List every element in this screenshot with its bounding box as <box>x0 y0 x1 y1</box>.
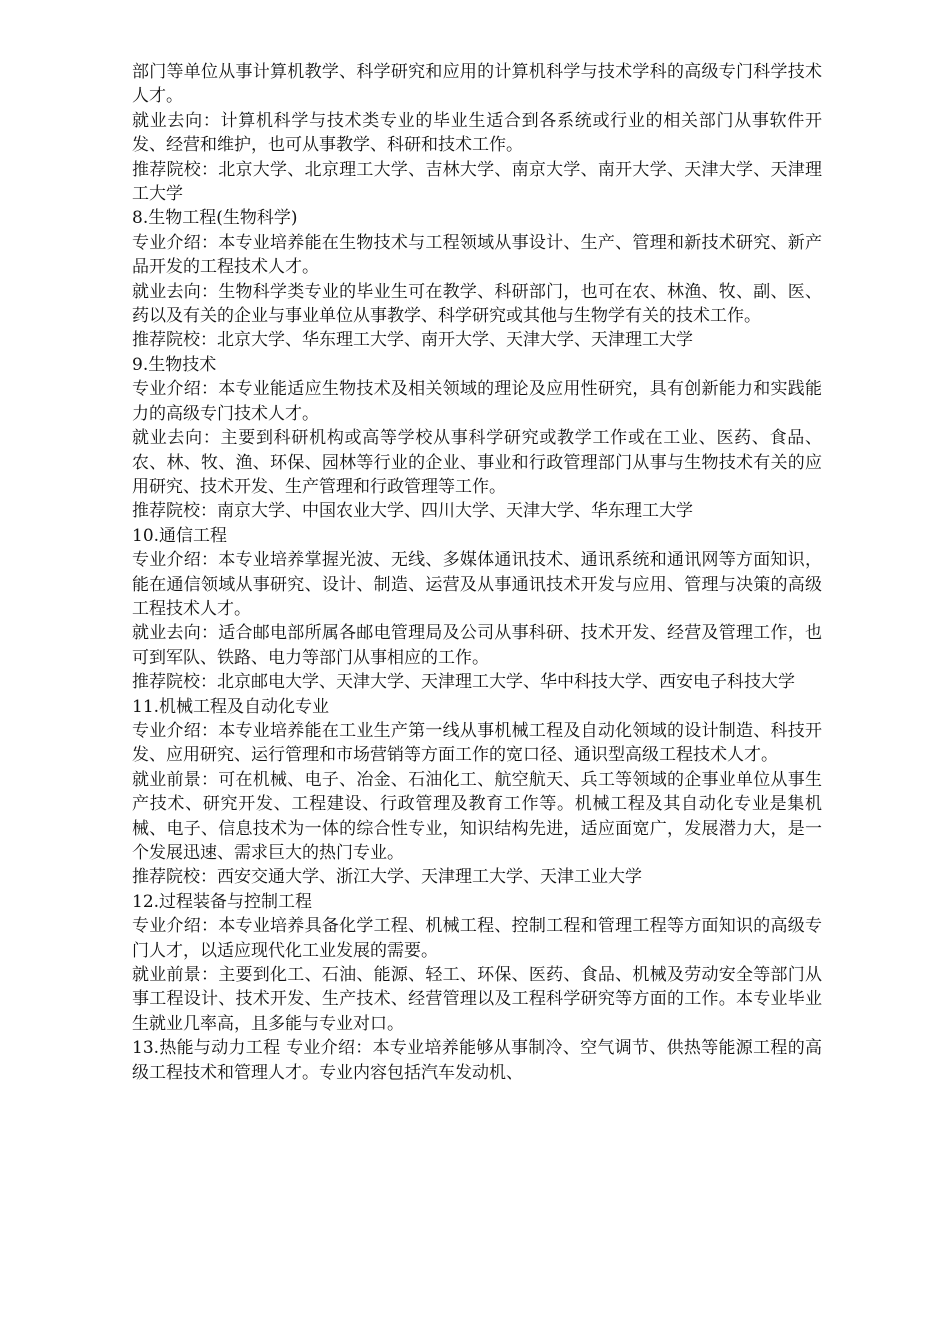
paragraph-cs-intro-tail: 部门等单位从事计算机教学、科学研究和应用的计算机科学与技术学科的高级专门科学技术人才。 <box>132 62 822 107</box>
paragraph-cs-schools: 推荐院校：北京大学、北京理工大学、吉林大学、南京大学、南开大学、天津大学、天津理工大学 <box>132 159 822 205</box>
paragraph-bioengineering-career: 就业去向：生物科学类专业的毕业生可在教学、科研部门，也可在农、林渔、牧、副、医、药以及有关的企业与事业单位从事教学、科学研究或其他与生物学有关的技术工作。 <box>132 281 822 327</box>
paragraph-biotechnology-intro: 专业介绍：本专业能适应生物技术及相关领域的理论及应用性研究，具有创新能力和实践能力的高级专门技术人才。 <box>132 379 822 424</box>
paragraph-communication-schools: 推荐院校：北京邮电大学、天津大学、天津理工大学、华中科技大学、西安电子科技大学 <box>132 672 795 693</box>
section-heading-process-equipment: 12.过程装备与控制工程 <box>132 891 313 912</box>
paragraph-thermal-power: 13.热能与动力工程 专业介绍：本专业培养能够从事制冷、空气调节、供热等能源工程的高级工程技术和管理人才。专业内容包括汽车发动机、 <box>132 1038 822 1083</box>
paragraph-biotechnology-career: 就业去向：主要到科研机构或高等学校从事科学研究或教学工作或在工业、医药、食品、农、林、牧、渔、环保、园林等行业的企业、事业和行政管理部门从事与生物技术有关的应用研究、技术开发、生产管理和行政管理等工作。 <box>132 428 822 497</box>
paragraph-process-equipment-intro: 专业介绍：本专业培养具备化学工程、机械工程、控制工程和管理工程等方面知识的高级专门人才，以适应现代化工业发展的需要。 <box>132 916 822 961</box>
paragraph-mechanical-prospects: 就业前景：可在机械、电子、冶金、石油化工、航空航天、兵工等领域的企事业单位从事生产技术、研究开发、工程建设、行政管理及教育工作等。机械工程及其自动化专业是集机械、电子、信息技术为一体的综合性专业，知识结构先进，适应面宽广，发展潜力大，是一个发展迅速、需求巨大的热门专业。 <box>132 769 822 863</box>
section-heading-mechanical: 11.机械工程及自动化专业 <box>132 696 330 717</box>
section-heading-communication: 10.通信工程 <box>132 525 228 546</box>
section-heading-biotechnology: 9.生物技术 <box>132 354 217 375</box>
paragraph-communication-career: 就业去向：适合邮电部所属各邮电管理局及公司从事科研、技术开发、经营及管理工作，也可到军队、铁路、电力等部门从事相应的工作。 <box>132 623 822 668</box>
paragraph-mechanical-schools: 推荐院校：西安交通大学、浙江大学、天津理工大学、天津工业大学 <box>132 867 642 888</box>
paragraph-bioengineering-intro: 专业介绍：本专业培养能在生物技术与工程领域从事设计、生产、管理和新技术研究、新产品开发的工程技术人才。 <box>132 232 822 278</box>
paragraph-process-equipment-prospects: 就业前景：主要到化工、石油、能源、轻工、环保、医药、食品、机械及劳动安全等部门从事工程设计、技术开发、生产技术、经营管理以及工程科学研究等方面的工作。本专业毕业生就业几率高，且多能与专业对口。 <box>132 965 822 1034</box>
section-heading-bioengineering: 8.生物工程(生物科学) <box>132 208 298 229</box>
paragraph-biotechnology-schools: 推荐院校：南京大学、中国农业大学、四川大学、天津大学、华东理工大学 <box>132 501 693 522</box>
paragraph-communication-intro: 专业介绍：本专业培养掌握光波、无线、多媒体通讯技术、通讯系统和通讯网等方面知识，能在通信领域从事研究、设计、制造、运营及从事通讯技术开发与应用、管理与决策的高级工程技术人才。 <box>132 550 822 619</box>
paragraph-mechanical-intro: 专业介绍：本专业培养能在工业生产第一线从事机械工程及自动化领域的设计制造、科技开发、应用研究、运行管理和市场营销等方面工作的宽口径、通识型高级工程技术人才。 <box>132 720 822 766</box>
document-page <box>132 60 822 1085</box>
paragraph-cs-career: 就业去向：计算机科学与技术类专业的毕业生适合到各系统或行业的相关部门从事软件开发、经营和维护，也可从事教学、科研和技术工作。 <box>132 110 822 156</box>
paragraph-bioengineering-schools: 推荐院校：北京大学、华东理工大学、南开大学、天津大学、天津理工大学 <box>132 330 693 351</box>
